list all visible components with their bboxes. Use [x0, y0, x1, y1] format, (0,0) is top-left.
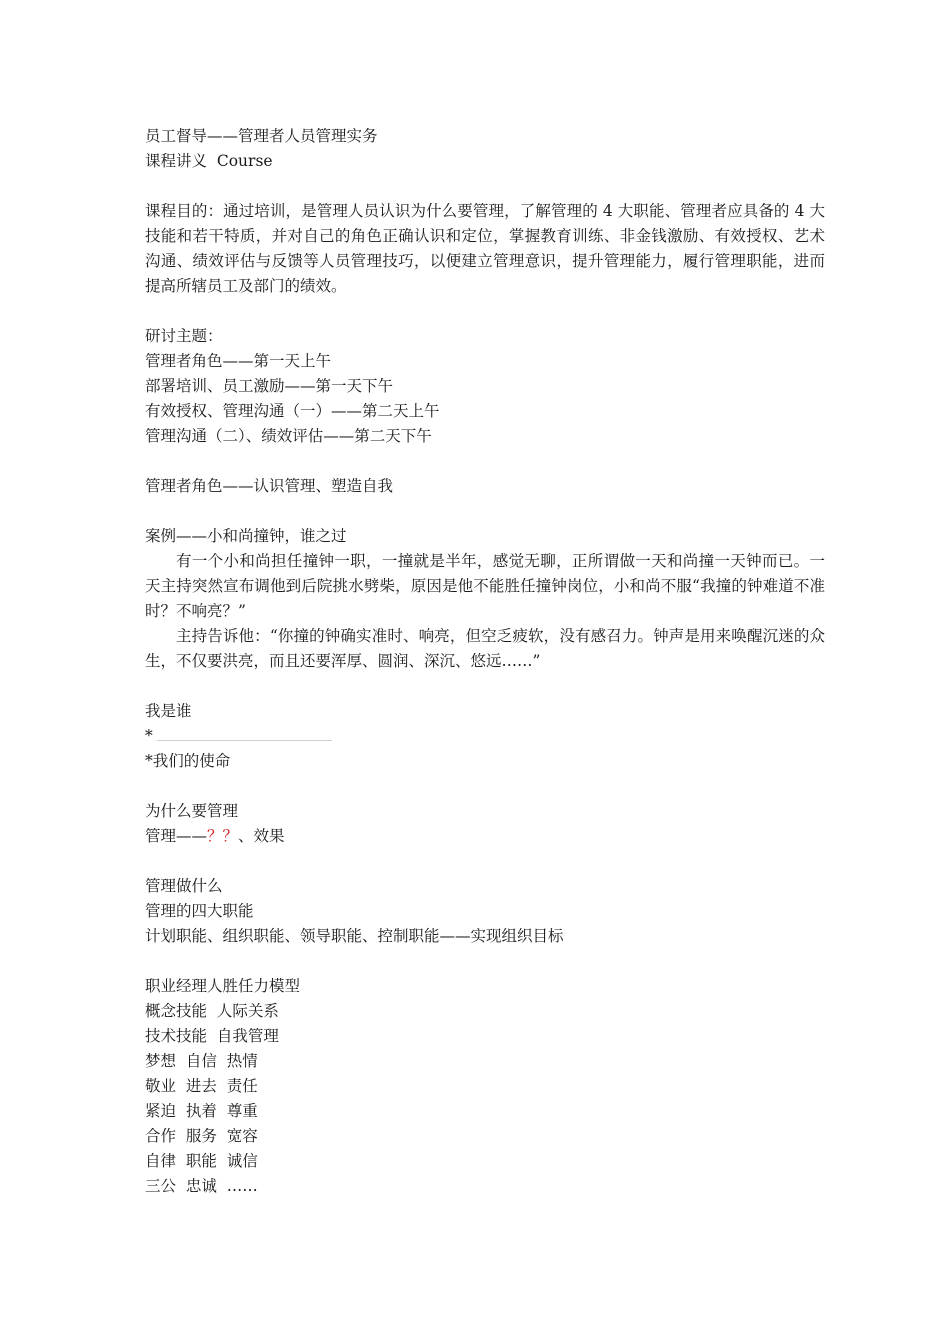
- model-line: 梦想 自信 热情: [145, 1052, 258, 1070]
- model-line: 自律 职能 诚信: [145, 1152, 258, 1170]
- case-paragraph: 主持告诉他：“你撞的钟确实准时、响亮，但空乏疲软，没有感召力。钟声是用来唤醒沉迷的众生，不仅要洪亮，而且还要浑厚、圆润、深沉、悠远……”: [145, 627, 825, 670]
- topic-item: 部署培训、员工激励——第一天下午: [145, 377, 394, 395]
- spacer: [145, 774, 825, 799]
- topic-item: 管理沟通（二）、绩效评估——第二天下午: [145, 427, 432, 445]
- who-bullet-line: [145, 724, 825, 749]
- model-line: 合作 服务 宽容: [145, 1127, 258, 1145]
- what-heading: 管理做什么: [145, 877, 223, 895]
- topics-heading: 研讨主题：: [145, 327, 223, 345]
- spacer: [145, 174, 825, 199]
- model-line: 敬业 进去 责任: [145, 1077, 258, 1095]
- model-heading: 职业经理人胜任力模型: [145, 977, 301, 995]
- case-paragraph: 有一个小和尚担任撞钟一职，一撞就是半年，感觉无聊，正所谓做一天和尚撞一天钟而已。一天主持突然宣布调他到后院挑水劈柴，原因是他不能胜任撞钟岗位，小和尚不服“我撞的钟难道不准时？不响亮？”: [145, 552, 825, 620]
- fill-in-blank: [157, 726, 332, 741]
- doc-subtitle: 课程讲义 Course: [145, 152, 273, 170]
- why-prefix: 管理——: [145, 827, 208, 845]
- spacer: [145, 449, 825, 474]
- why-suffix: 、效果: [238, 827, 285, 845]
- functions-list: 计划职能、组织职能、领导职能、控制职能——实现组织目标: [145, 927, 564, 945]
- section-heading: 管理者角色——认识管理、塑造自我: [145, 477, 394, 495]
- spacer: [145, 949, 825, 974]
- doc-title: 员工督导——管理者人员管理实务: [145, 127, 378, 145]
- document-page: [145, 124, 825, 1199]
- model-line: 三公 忠诚 ……: [145, 1177, 258, 1195]
- why-question-marks: ？？: [207, 827, 239, 845]
- who-heading: 我是谁: [145, 702, 192, 720]
- spacer: [145, 299, 825, 324]
- case-heading: 案例——小和尚撞钟，谁之过: [145, 527, 347, 545]
- spacer: [145, 849, 825, 874]
- model-line: 技术技能 自我管理: [145, 1027, 279, 1045]
- four-functions-heading: 管理的四大职能: [145, 902, 254, 920]
- topic-item: 有效授权、管理沟通（一）——第二天上午: [145, 402, 440, 420]
- model-line: 紧迫 执着 尊重: [145, 1102, 258, 1120]
- why-line: [145, 824, 825, 849]
- mission-line: *我们的使命: [145, 752, 231, 770]
- spacer: [145, 674, 825, 699]
- why-heading: 为什么要管理: [145, 802, 239, 820]
- course-purpose: 课程目的：通过培训，是管理人员认识为什么要管理，了解管理的 4 大职能、管理者应具备的 4 大技能和若干特质，并对自己的角色正确认识和定位，掌握教育训练、非金钱激励、有效授权、艺术沟通、绩效评估与反馈等人员管理技巧，以便建立管理意识，提升管理能力，履行管理职能，进而提高所辖员工及部门的绩效。: [145, 202, 825, 295]
- model-line: 概念技能 人际关系: [145, 1002, 279, 1020]
- bullet: *: [145, 727, 153, 745]
- spacer: [145, 499, 825, 524]
- topic-item: 管理者角色——第一天上午: [145, 352, 332, 370]
